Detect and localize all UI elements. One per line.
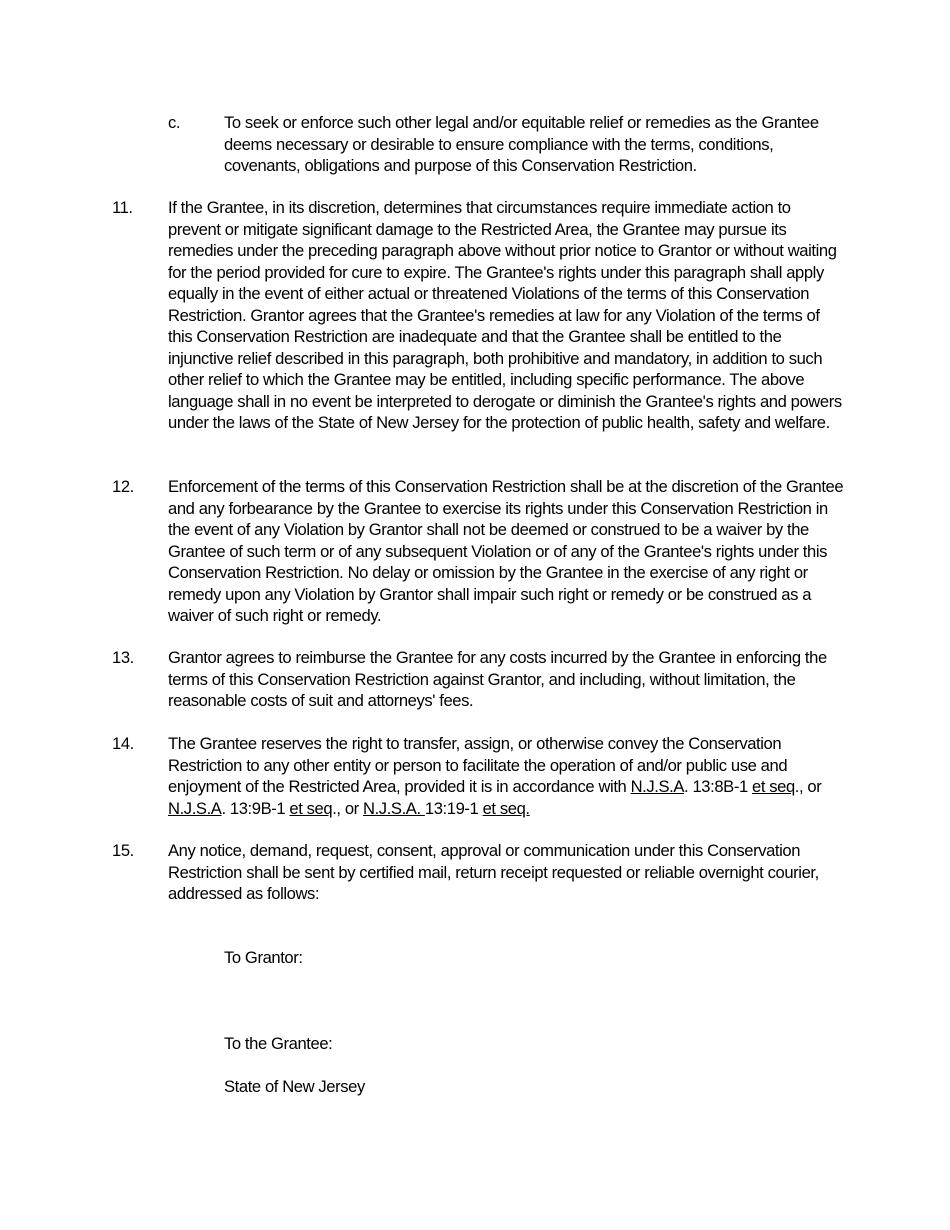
paragraph-text: To seek or enforce such other legal and/or equitable relief or remedies as the Grantee deems necessary or desirable to ensure compliance with the terms, conditions, covenants, obligations and purpose of this Conservation Restriction.	[224, 113, 819, 175]
statute-reference: N.J.S.A	[168, 798, 222, 818]
paragraph-marker: 15.	[112, 841, 134, 860]
paragraph-text: Grantor agrees to reimburse the Grantee for any costs incurred by the Grantee in enforcing the terms of this Conservation Restriction against Grantor, and including, without limitation, the reasonable costs of suit and attorneys' fees.	[168, 648, 827, 710]
statute-reference: N.J.S.A	[630, 777, 685, 796]
text-segment: ., or	[794, 777, 822, 796]
paragraph-marker: 13.	[112, 648, 134, 667]
paragraph-text: If the Grantee, in its discretion, determines that circumstances require immediate action to prevent or mitigate significant damage to the Restricted Area, the Grantee may pursue its remedies under the preceding paragraph above without prior notice to Grantor or without waiting for the period provided for cure to expire. The Grantee's rights under this paragraph shall apply equally in the event of either actual or threatened Violations of the terms of this Conservation Restriction. Grantor agrees that the Grantee's remedies at law for any Violation of the terms of this Conservation Restriction are inadequate and that the Grantee shall be entitled to the injunctive relief described in this paragraph, both prohibitive and mandatory, in addition to such other relief to which the Grantee may be entitled, including specific performance. The above language shall in no event be interpreted to derogate or diminish the Grantee's rights and powers under the laws of the State of New Jersey for the protection of public health, safety and welfare.	[168, 198, 842, 432]
text-segment: . 13:8B-1	[684, 777, 752, 796]
paragraph-marker: 14.	[112, 734, 134, 753]
paragraph-text: Any notice, demand, request, consent, approval or communication under this Conservation Restriction shall be sent by certified mail, return receipt requested or reliable overnight courier, addressed as follows:	[168, 841, 819, 903]
grantor-label: To Grantor:	[224, 948, 303, 967]
paragraph-text	[168, 733, 844, 819]
statute-reference: N.J.S.A.	[363, 798, 425, 818]
paragraph-marker: 12.	[112, 477, 134, 496]
text-segment: ., or	[332, 798, 364, 818]
et-seq: et seq	[751, 777, 795, 796]
text-segment: 13:19-1	[424, 798, 483, 818]
text-segment: . 13:9B-1	[221, 798, 290, 818]
text-segment: The Grantee reserves the right to transfer, assign, or otherwise convey the Conservation Restriction to any other entity or person to facilitate the operation of and/or public use and enjoyment of the Restricted Area, provided it is in accordance with	[168, 734, 788, 796]
grantee-label: To the Grantee:	[224, 1034, 333, 1053]
et-seq: et seq.	[482, 798, 530, 818]
et-seq: et seq	[289, 798, 333, 818]
grantee-name: State of New Jersey	[224, 1077, 365, 1096]
paragraph-text: Enforcement of the terms of this Conservation Restriction shall be at the discretion of the Grantee and any forbearance by the Grantee to exercise its rights under this Conservation Restriction in the event of any Violation by Grantor shall not be deemed or construed to be a waiver by the Grantee of such term or of any subsequent Violation or of any of the Grantee's rights under this Conservation Restriction. No delay or omission by the Grantee in the exercise of any right or remedy upon any Violation by Grantor shall impair such right or remedy or be construed as a waiver of such right or remedy.	[168, 477, 844, 625]
paragraph-marker: c.	[168, 113, 181, 132]
paragraph-marker: 11.	[112, 198, 133, 217]
